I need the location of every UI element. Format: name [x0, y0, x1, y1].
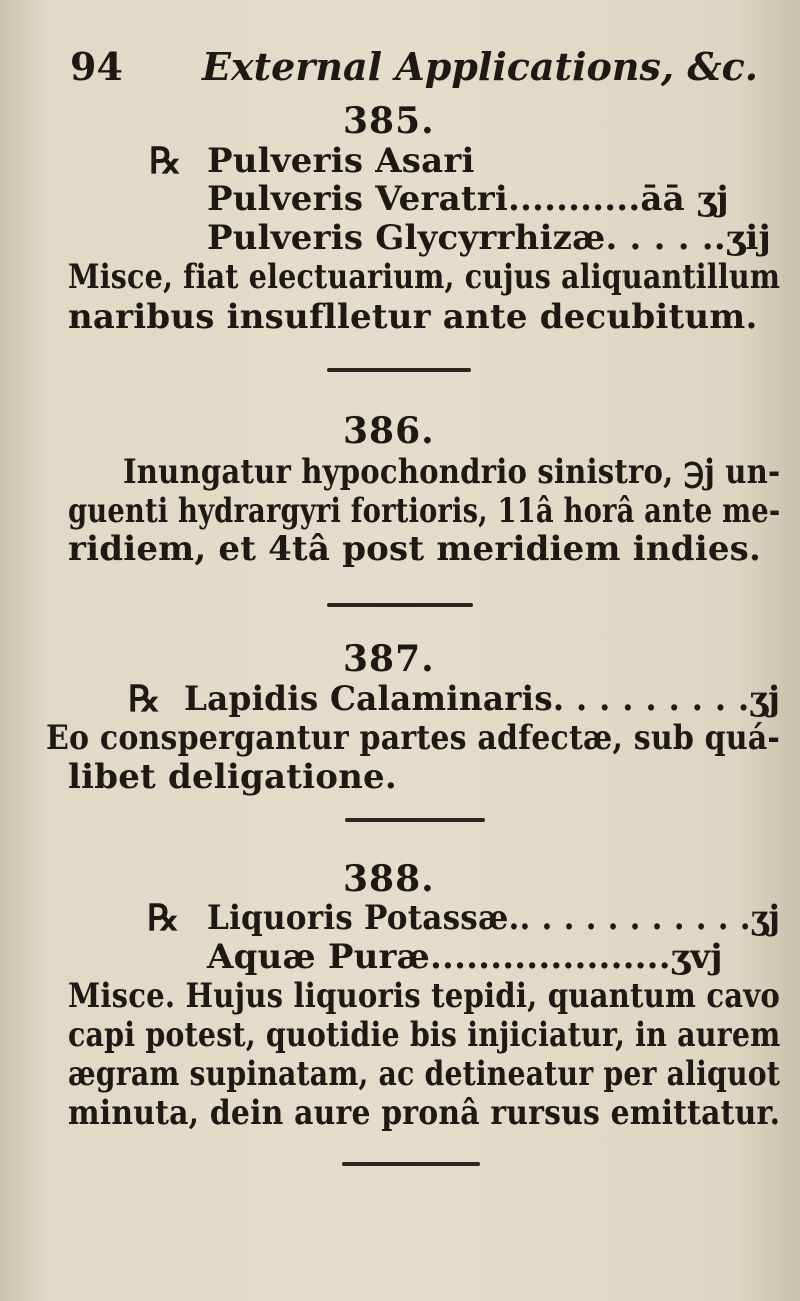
recipe-386-line-3: ridiem, et 4tâ post meridiem indies.	[68, 529, 762, 569]
rx-icon: ℞	[128, 678, 161, 720]
rx-icon: ℞	[149, 140, 182, 182]
recipe-386-line-1: Inungatur hypochondrio sinistro, ℈j un-	[123, 452, 781, 492]
recipe-386-line-2: guenti hydrargyri fortioris, 11â horâ ante me-	[68, 491, 781, 531]
recipe-387-line-2: Eo conspergantur partes adfectæ, sub quá-	[46, 718, 781, 758]
section-divider	[342, 1162, 480, 1166]
recipe-388-line-1: Liquoris Potassæ.. . . . . . . . . . .ʒj	[207, 898, 781, 938]
recipe-387-line-1: Lapidis Calaminaris. . . . . . . . .ʒj	[184, 679, 781, 719]
recipe-388-line-2: Aquæ Puræ....................ʒvj	[207, 937, 723, 977]
recipe-number-387: 387.	[343, 638, 435, 680]
recipe-number-386: 386.	[343, 410, 435, 452]
running-title: External Applications, &c.	[202, 44, 759, 89]
recipe-number-385: 385.	[343, 100, 435, 142]
section-divider	[327, 603, 473, 607]
recipe-388-line-6: minuta, dein aure pronâ rursus emittatur.	[68, 1093, 781, 1133]
recipe-387-line-3: libet deligatione.	[68, 757, 397, 797]
recipe-388-line-4: capi potest, quotidie bis injiciatur, in aurem	[68, 1015, 781, 1055]
section-divider	[327, 368, 471, 372]
section-divider	[345, 818, 485, 822]
recipe-385-line-5: naribus insuflletur ante decubitum.	[68, 297, 758, 337]
page-number: 94	[70, 44, 123, 89]
recipe-388-line-3: Misce. Hujus liquoris tepidi, quantum cavo	[68, 976, 780, 1016]
recipe-number-388: 388.	[343, 858, 435, 900]
recipe-385-line-1: Pulveris Asari	[207, 141, 475, 181]
recipe-388-line-5: ægram supinatam, ac detineatur per aliquot	[68, 1054, 781, 1094]
recipe-385-line-3: Pulveris Glycyrrhizæ. . . . ..ʒij	[207, 218, 771, 258]
recipe-385-line-4: Misce, fiat electuarium, cujus aliquantillum	[68, 257, 781, 297]
rx-icon: ℞	[147, 897, 180, 939]
recipe-385-line-2: Pulveris Veratri...........āā ʒj	[207, 179, 729, 219]
